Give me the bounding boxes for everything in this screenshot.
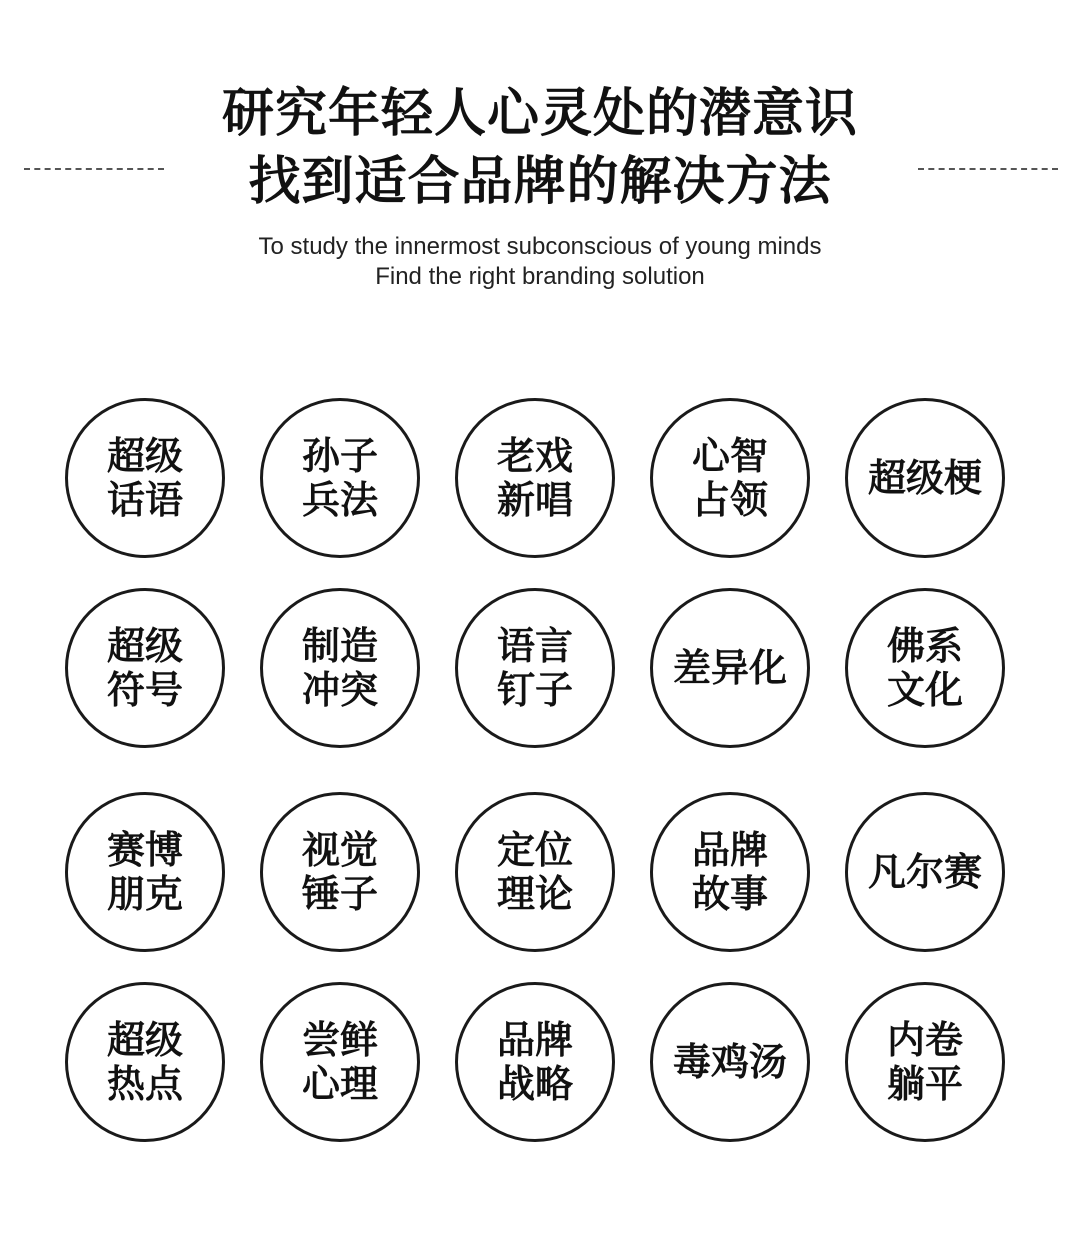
- concept-label: 老戏 新唱: [496, 434, 573, 522]
- concept-label: 语言 钉子: [496, 624, 573, 712]
- concept-circle: [845, 982, 1005, 1142]
- concept-circle: [455, 792, 615, 952]
- concept-label: 内卷 躺平: [886, 1018, 963, 1106]
- concept-circle: [650, 982, 810, 1142]
- concept-circle: [455, 982, 615, 1142]
- concept-label: 超级梗: [867, 456, 982, 500]
- concept-label: 品牌 故事: [691, 828, 768, 916]
- concept-label: 心智 占领: [691, 434, 768, 522]
- concept-circle: [455, 588, 615, 748]
- concept-circle: [260, 398, 420, 558]
- concept-circle: [455, 398, 615, 558]
- concept-label: 差异化: [672, 646, 787, 690]
- concept-label: 孙子 兵法: [301, 434, 378, 522]
- subtitle-line-1: To study the innermost subconscious of young minds: [258, 233, 822, 260]
- subtitle-line-2: Find the right branding solution: [375, 263, 705, 290]
- concept-circle: [65, 792, 225, 952]
- concept-label: 超级 符号: [106, 624, 183, 712]
- concept-label: 定位 理论: [496, 828, 573, 916]
- concept-label: 凡尔赛: [867, 850, 982, 894]
- concept-label: 佛系 文化: [886, 624, 963, 712]
- concept-circle: [650, 588, 810, 748]
- concept-circle: [260, 588, 420, 748]
- concept-circle: [650, 398, 810, 558]
- concept-circle: [845, 792, 1005, 952]
- concept-circle: [65, 398, 225, 558]
- concept-circle: [65, 982, 225, 1142]
- title-line-2: 找到适合品牌的解决方法: [248, 152, 832, 212]
- concept-circle: [65, 588, 225, 748]
- concept-circle: [845, 398, 1005, 558]
- concept-label: 赛博 朋克: [106, 828, 183, 916]
- concept-label: 超级 热点: [106, 1018, 183, 1106]
- concept-circle: [260, 982, 420, 1142]
- concept-circle: [845, 588, 1005, 748]
- concept-label: 尝鲜 心理: [301, 1018, 378, 1106]
- concept-label: 超级 话语: [106, 434, 183, 522]
- title-line-1: 研究年轻人心灵处的潜意识: [221, 84, 858, 144]
- concept-circle: [260, 792, 420, 952]
- concept-label: 品牌 战略: [496, 1018, 573, 1106]
- concept-label: 制造 冲突: [301, 624, 378, 712]
- concept-label: 视觉 锤子: [301, 828, 378, 916]
- concept-circle: [650, 792, 810, 952]
- concept-label: 毒鸡汤: [672, 1040, 787, 1084]
